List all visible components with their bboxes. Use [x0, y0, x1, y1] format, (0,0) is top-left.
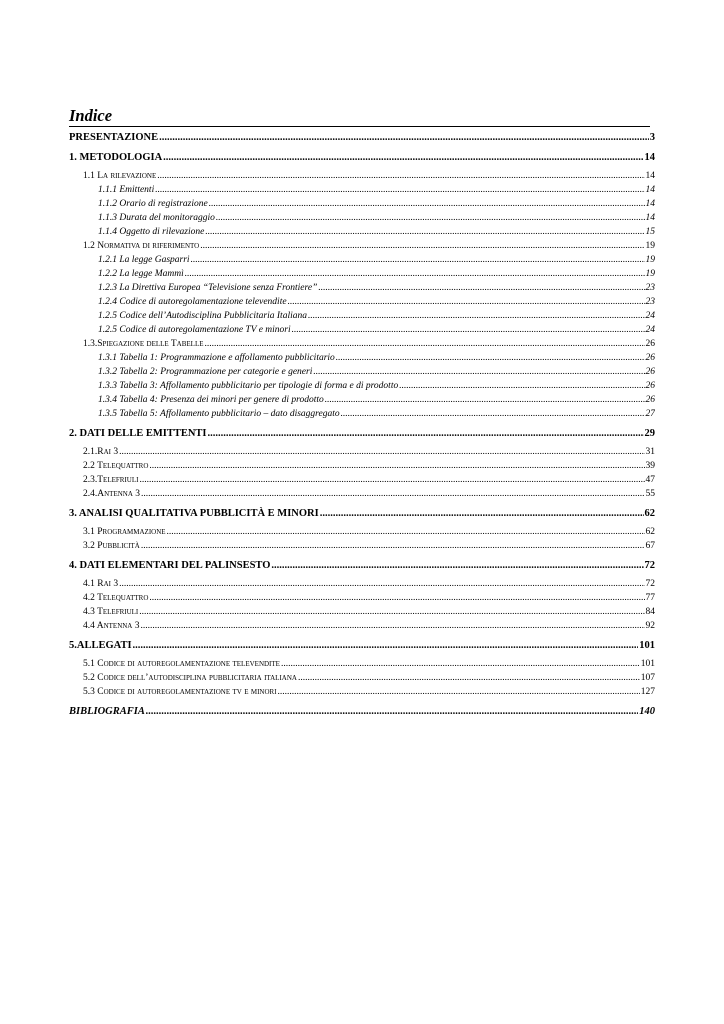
toc-entry-label: 3.2 Pubblicità	[83, 541, 140, 551]
toc-entry[interactable]	[69, 577, 655, 591]
toc-entry-label: 1.2.2 La legge Mammì	[98, 269, 184, 279]
toc-entry-page: 26	[645, 367, 655, 377]
toc-leader-dots	[341, 407, 645, 421]
toc-entry-page: 67	[645, 541, 655, 551]
toc-leader-dots	[320, 507, 644, 521]
toc-entry-page: 14	[644, 152, 655, 163]
toc-entry-label: 1.1 La rilevazione	[83, 171, 157, 181]
toc-entry[interactable]	[69, 525, 655, 539]
toc-entry-page: 31	[645, 447, 655, 457]
toc-entry-page: 23	[645, 297, 655, 307]
toc-leader-dots	[119, 445, 644, 459]
toc-entry-label: 1.1.1 Emittenti	[98, 185, 155, 195]
toc-leader-dots	[146, 705, 638, 719]
toc-leader-dots	[133, 639, 639, 653]
toc-entry-page: 29	[644, 428, 655, 439]
toc-entry[interactable]	[69, 379, 655, 393]
toc-entry-page: 3	[649, 132, 655, 143]
toc-leader-dots	[313, 365, 644, 379]
toc-entry-page: 92	[645, 621, 655, 631]
toc-entry-label: 1.2.3 La Direttiva Europea “Televisione senza Frontiere”	[98, 283, 318, 293]
toc-leader-dots	[292, 323, 645, 337]
toc-entry[interactable]	[69, 473, 655, 487]
toc-entry-label: 1.3.3 Tabella 3: Affollamento pubblicitario per tipologie di forma e di prodotto	[98, 381, 399, 391]
toc-leader-dots	[281, 657, 640, 671]
toc-entry-page: 14	[645, 185, 655, 195]
toc-entry-page: 15	[645, 227, 655, 237]
toc-entry-label: 4.3 Telefriuli	[83, 607, 139, 617]
toc-leader-dots	[216, 211, 645, 225]
toc-entry[interactable]	[69, 657, 655, 671]
toc-entry-label: 3. ANALISI QUALITATIVA PUBBLICITÀ E MINORI	[69, 508, 319, 519]
toc-leader-dots	[167, 525, 645, 539]
toc-entry-page: 14	[645, 199, 655, 209]
toc-entry[interactable]	[69, 337, 655, 351]
toc-entry[interactable]	[69, 267, 655, 281]
toc-leader-dots	[336, 351, 645, 365]
toc-entry-page: 24	[645, 311, 655, 321]
toc-entry-page: 19	[645, 255, 655, 265]
toc-entry-page: 26	[645, 353, 655, 363]
toc-entry[interactable]	[69, 225, 655, 239]
toc-entry-label: 1.3.5 Tabella 5: Affollamento pubblicitario – dato disaggregato	[98, 409, 340, 419]
toc-entry-page: 26	[645, 339, 655, 349]
toc-entry-page: 27	[645, 409, 655, 419]
toc-leader-dots	[325, 393, 645, 407]
toc-entry-page: 127	[640, 687, 655, 697]
toc-entry-label: 5.ALLEGATI	[69, 640, 132, 651]
toc-entry-label: 4.2 Telequattro	[83, 593, 149, 603]
toc-entry-label: 2.3.Telefriuli	[83, 475, 139, 485]
toc-entry-page: 26	[645, 395, 655, 405]
toc-entry-label: 5.2 Codice dell’autodisciplina pubblicitaria italiana	[83, 673, 297, 683]
toc-entry-label: 1.1.3 Durata del monitoraggio	[98, 213, 215, 223]
toc-leader-dots	[191, 253, 645, 267]
toc-leader-dots	[141, 487, 644, 501]
toc-entry[interactable]	[69, 459, 655, 473]
toc-entry-page: 23	[645, 283, 655, 293]
toc-entry-label: 1.1.4 Oggetto di rilevazione	[98, 227, 205, 237]
toc-entry-label: 2.1.Rai 3	[83, 447, 119, 457]
toc-entry-label: 1.2 Normativa di riferimento	[83, 241, 200, 251]
toc-entry-page: 72	[644, 560, 655, 571]
toc-entry-page: 140	[639, 706, 655, 717]
toc-entry-page: 55	[645, 489, 655, 499]
toc-entry-page: 84	[645, 607, 655, 617]
toc-entry[interactable]	[69, 407, 655, 421]
toc-entry[interactable]	[69, 351, 655, 365]
toc-entry-label: 1.3.Spiegazione delle Tabelle	[83, 339, 204, 349]
toc-entry[interactable]	[69, 559, 655, 573]
toc-leader-dots	[139, 473, 644, 487]
toc-leader-dots	[318, 281, 644, 295]
toc-entry[interactable]	[69, 619, 655, 633]
toc-entry-label: 1.3.4 Tabella 4: Presenza dei minori per genere di prodotto	[98, 395, 324, 405]
toc-entry-label: 1. METODOLOGIA	[69, 152, 163, 163]
toc-leader-dots	[278, 685, 640, 699]
table-of-contents	[69, 131, 655, 723]
toc-leader-dots	[155, 183, 644, 197]
toc-entry-page: 72	[645, 579, 655, 589]
toc-entry-label: 1.2.5 Codice di autoregolamentazione TV e minori	[98, 325, 291, 335]
toc-entry-label: 1.2.5 Codice dell’Autodisciplina Pubblicitaria Italiana	[98, 311, 307, 321]
toc-leader-dots	[399, 379, 644, 393]
toc-entry[interactable]	[69, 507, 655, 521]
toc-entry-label: 1.2.4 Codice di autoregolamentazione televendite	[98, 297, 287, 307]
toc-entry-label: PRESENTAZIONE	[69, 132, 159, 143]
toc-entry-label: 1.3.1 Tabella 1: Programmazione e affollamento pubblicitario	[98, 353, 335, 363]
toc-entry-label: 2.2 Telequattro	[83, 461, 149, 471]
toc-entry[interactable]	[69, 539, 655, 553]
toc-leader-dots	[271, 559, 643, 573]
toc-entry-label: 2.4.Antenna 3	[83, 489, 141, 499]
toc-entry[interactable]	[69, 671, 655, 685]
toc-entry-page: 101	[639, 640, 655, 651]
toc-entry[interactable]	[69, 295, 655, 309]
toc-entry-page: 19	[645, 269, 655, 279]
toc-entry-label: 5.3 Codice di autoregolamentazione tv e minori	[83, 687, 277, 697]
toc-entry-page: 62	[644, 508, 655, 519]
toc-entry[interactable]	[69, 169, 655, 183]
toc-entry-label: 4. DATI ELEMENTARI DEL PALINSESTO	[69, 560, 271, 571]
toc-entry[interactable]	[69, 705, 655, 719]
toc-leader-dots	[205, 337, 645, 351]
toc-leader-dots	[157, 169, 644, 183]
toc-entry-page: 47	[645, 475, 655, 485]
toc-entry[interactable]	[69, 393, 655, 407]
toc-entry[interactable]	[69, 239, 655, 253]
toc-leader-dots	[119, 577, 644, 591]
page-title: Indice	[69, 106, 650, 127]
toc-entry-label: 4.1 Rai 3	[83, 579, 119, 589]
toc-entry-label: 1.3.2 Tabella 2: Programmazione per categorie e generi	[98, 367, 313, 377]
toc-leader-dots	[139, 605, 644, 619]
toc-leader-dots	[140, 619, 644, 633]
toc-entry[interactable]	[69, 197, 655, 211]
toc-entry-page: 26	[645, 381, 655, 391]
toc-entry[interactable]	[69, 445, 655, 459]
toc-leader-dots	[163, 151, 643, 165]
toc-entry[interactable]	[69, 131, 655, 145]
toc-leader-dots	[308, 309, 645, 323]
toc-entry[interactable]	[69, 309, 655, 323]
toc-leader-dots	[200, 239, 644, 253]
toc-leader-dots	[208, 427, 644, 441]
toc-entry[interactable]	[69, 323, 655, 337]
toc-leader-dots	[288, 295, 645, 309]
toc-entry-page: 62	[645, 527, 655, 537]
toc-entry-page: 77	[645, 593, 655, 603]
toc-entry-page: 14	[645, 213, 655, 223]
toc-entry[interactable]	[69, 211, 655, 225]
toc-entry[interactable]	[69, 253, 655, 267]
toc-entry[interactable]	[69, 685, 655, 699]
toc-entry[interactable]	[69, 487, 655, 501]
toc-entry-label: 4.4 Antenna 3	[83, 621, 140, 631]
toc-entry-page: 39	[645, 461, 655, 471]
toc-leader-dots	[209, 197, 645, 211]
toc-entry-page: 19	[645, 241, 655, 251]
toc-entry-label: 3.1 Programmazione	[83, 527, 166, 537]
toc-leader-dots	[205, 225, 644, 239]
toc-entry-label: 1.1.2 Orario di registrazione	[98, 199, 208, 209]
toc-leader-dots	[141, 539, 645, 553]
toc-leader-dots	[149, 591, 644, 605]
toc-entry[interactable]	[69, 605, 655, 619]
toc-entry-page: 24	[645, 325, 655, 335]
toc-entry-label: 5.1 Codice di autoregolamentazione televendite	[83, 659, 280, 669]
toc-entry-page: 101	[640, 659, 655, 669]
toc-entry[interactable]	[69, 281, 655, 295]
toc-entry[interactable]	[69, 365, 655, 379]
toc-entry-label: 2. DATI DELLE EMITTENTI	[69, 428, 207, 439]
toc-entry-page: 14	[645, 171, 655, 181]
toc-entry-page: 107	[640, 673, 655, 683]
toc-entry[interactable]	[69, 151, 655, 165]
toc-leader-dots	[185, 267, 645, 281]
toc-entry[interactable]	[69, 183, 655, 197]
toc-entry[interactable]	[69, 639, 655, 653]
toc-leader-dots	[159, 131, 649, 145]
toc-entry[interactable]	[69, 427, 655, 441]
toc-entry-label: 1.2.1 La legge Gasparri	[98, 255, 190, 265]
toc-leader-dots	[298, 671, 640, 685]
toc-leader-dots	[149, 459, 644, 473]
toc-entry-label: BIBLIOGRAFIA	[69, 706, 145, 717]
toc-entry[interactable]	[69, 591, 655, 605]
